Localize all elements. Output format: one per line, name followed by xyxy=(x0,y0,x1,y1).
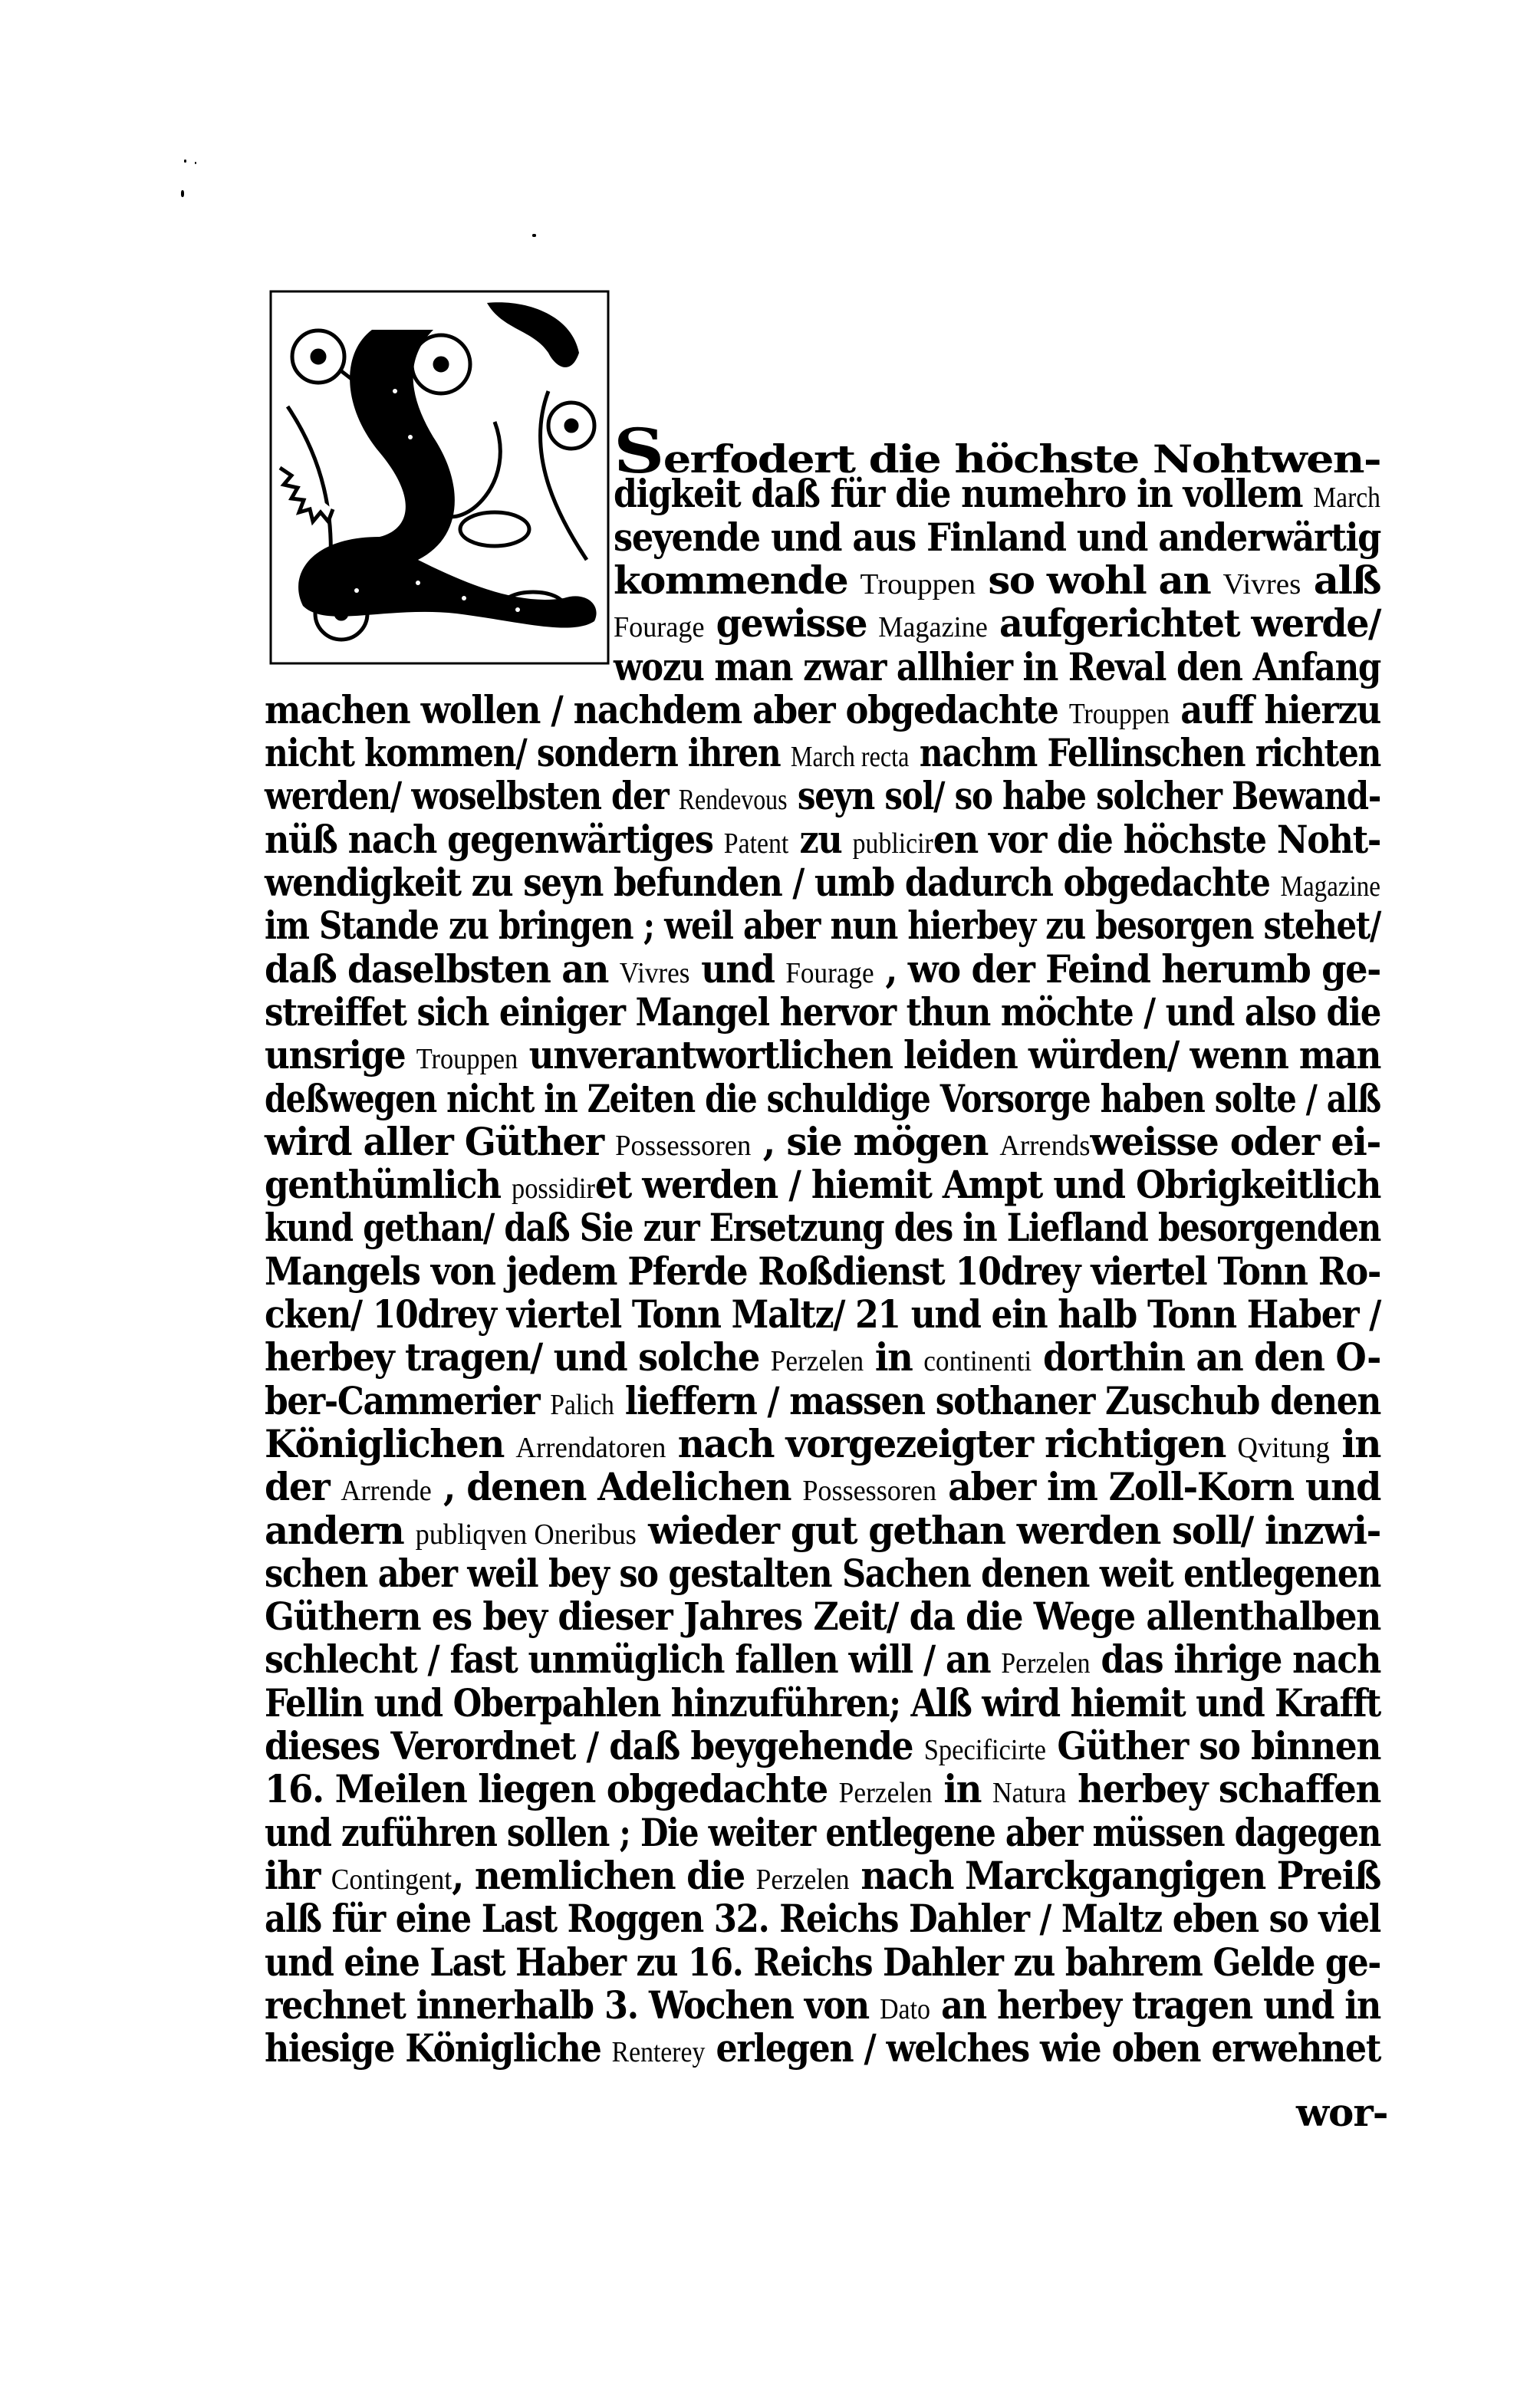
fraktur-text: Fellin und Oberpahlen hinzuführen; Alß wird hiemit und Krafft xyxy=(265,1680,1380,1726)
fraktur-text: streiffet sich einiger Mangel hervor thun möchte / und also die xyxy=(265,989,1380,1035)
fraktur-text: seyn sol/ so habe solcher Bewand- xyxy=(787,773,1380,819)
fraktur-text: , nemlichen die xyxy=(452,1852,756,1898)
text-line xyxy=(265,1377,1380,1426)
antiqua-word: Fourage xyxy=(614,611,705,644)
text-line xyxy=(265,1768,1380,1814)
fraktur-text: erfodert die höchste Nohtwen- xyxy=(663,436,1380,482)
text-line xyxy=(265,1854,1380,1901)
fraktur-text: in xyxy=(864,1334,924,1380)
text-line xyxy=(614,559,1380,606)
fraktur-text: wendigkeit zu seyn befunden / umb dadurch obgedachte xyxy=(265,860,1281,905)
fraktur-text: andern xyxy=(265,1507,416,1553)
fraktur-text: genthümlich xyxy=(265,1162,512,1208)
antiqua-word: Trouppen xyxy=(1068,697,1170,730)
fraktur-text: Königlichen xyxy=(265,1420,516,1466)
scan-speck xyxy=(181,190,184,197)
antiqua-word: Arrends xyxy=(999,1129,1091,1162)
text-line xyxy=(265,1466,1380,1512)
fraktur-text: alß xyxy=(1301,557,1380,603)
fraktur-text: werden/ woselbsten der xyxy=(265,773,679,819)
fraktur-text: an herbey tragen und in xyxy=(930,1982,1380,2028)
floral-initial-L-icon xyxy=(265,284,614,667)
fraktur-text: herbey schaffen xyxy=(1066,1766,1380,1812)
fraktur-text: nachm Fellinschen richten xyxy=(909,730,1380,776)
fraktur-text: gewisse xyxy=(704,600,879,646)
text-line xyxy=(265,775,1380,821)
fraktur-text: und xyxy=(689,946,786,992)
text-line xyxy=(265,1509,1380,1556)
fraktur-text: cken/ 10drey viertel Tonn Maltz/ 21 und ein halb Tonn Haber / xyxy=(265,1291,1380,1337)
fraktur-text: deßwegen nicht in Zeiten die schuldige Vorsorge haben solte / alß xyxy=(265,1075,1380,1121)
text-line xyxy=(265,1420,1380,1469)
fraktur-text: herbey tragen/ und solche xyxy=(265,1334,771,1380)
fraktur-text: und eine Last Haber zu 16. Reichs Dahler zu bahrem Gelde ge- xyxy=(265,1939,1380,1985)
fraktur-text: daß daselbsten an xyxy=(265,946,620,992)
fraktur-text: nüß nach gegenwärtiges xyxy=(265,816,724,862)
antiqua-word: possidir xyxy=(512,1173,595,1206)
fraktur-text: Mangels von jedem Pferde Roßdienst 10drey viertel Tonn Ro- xyxy=(265,1248,1380,1294)
catchword: wor- xyxy=(1296,2090,1388,2135)
text-line xyxy=(614,472,1380,519)
initial-continuation-letter: S xyxy=(614,415,663,487)
antiqua-word: Perzelen xyxy=(755,1863,850,1896)
antiqua-word: Trouppen xyxy=(416,1043,518,1076)
fraktur-text: wird aller Güther xyxy=(265,1118,616,1164)
fraktur-text: machen wollen / nachdem aber obgedachte xyxy=(265,686,1069,732)
antiqua-word: Specificirte xyxy=(923,1734,1046,1766)
fraktur-text: unverantwortlichen leiden würden/ wenn man xyxy=(518,1032,1380,1078)
fraktur-text: rechnet innerhalb 3. Wochen von xyxy=(265,1982,880,2028)
fraktur-text: schlecht / fast unmüglich fallen will / an xyxy=(265,1637,1002,1683)
antiqua-word: Vivres xyxy=(1222,568,1301,600)
antiqua-word: Fourage xyxy=(785,956,874,989)
fraktur-text: alß für eine Last Roggen 32. Reichs Dahler / Maltz eben so viel xyxy=(265,1896,1380,1942)
fraktur-text: hiesige Königliche xyxy=(265,2025,612,2071)
text-line xyxy=(265,732,1380,778)
fraktur-text: nicht kommen/ sondern ihren xyxy=(265,730,791,776)
fraktur-text: wieder gut gethan werden soll/ inzwi- xyxy=(636,1507,1380,1553)
antiqua-word: Possessoren xyxy=(615,1129,752,1162)
fraktur-text: digkeit daß für die numehro in vollem xyxy=(614,471,1314,517)
text-line xyxy=(614,643,1380,689)
fraktur-text: , wo der Feind herumb ge- xyxy=(874,946,1380,992)
antiqua-word: Magazine xyxy=(878,611,988,644)
fraktur-text: wozu man zwar allhier in Reval den Anfang xyxy=(614,643,1380,689)
fraktur-text: , denen Adelichen xyxy=(431,1464,803,1510)
text-line xyxy=(265,1941,1380,1984)
antiqua-word: continenti xyxy=(923,1345,1032,1378)
fraktur-text: Güthern es bey dieser Jahres Zeit/ da die Wege allenthalben xyxy=(265,1594,1380,1640)
text-line xyxy=(265,1206,1380,1249)
text-line xyxy=(265,1984,1380,2031)
fraktur-text: dieses Verordnet / daß beygehende xyxy=(265,1723,924,1768)
text-line xyxy=(265,861,1380,908)
antiqua-word: Perzelen xyxy=(1001,1647,1091,1680)
scan-speck xyxy=(195,162,196,164)
fraktur-text: weisse oder ei- xyxy=(1090,1118,1380,1164)
fraktur-text: das ihrige nach xyxy=(1090,1637,1380,1683)
fraktur-text: in xyxy=(932,1766,992,1812)
text-line xyxy=(265,1595,1380,1638)
text-line xyxy=(265,1293,1380,1336)
fraktur-text: Güther so binnen xyxy=(1045,1723,1380,1768)
fraktur-text: lieffern / massen sothaner Zuschub denen xyxy=(614,1377,1380,1423)
antiqua-word: Perzelen xyxy=(838,1777,933,1810)
fraktur-text: kommende xyxy=(614,557,860,603)
antiqua-word: Palich xyxy=(550,1388,614,1421)
fraktur-text: der xyxy=(265,1464,341,1510)
fraktur-text: ihr xyxy=(265,1852,331,1898)
antiqua-word: March recta xyxy=(790,741,910,774)
fraktur-text: dorthin an den O- xyxy=(1032,1334,1380,1380)
text-line xyxy=(614,602,1380,649)
text-line xyxy=(265,686,1380,735)
fraktur-text: aufgerichtet werde/ xyxy=(987,600,1380,646)
fraktur-text: kund gethan/ daß Sie zur Ersetzung des in Liefland besorgenden xyxy=(265,1205,1380,1251)
fraktur-text: ber-Cammerier xyxy=(265,1377,551,1423)
antiqua-word: Perzelen xyxy=(770,1345,864,1378)
fraktur-text: 16. Meilen liegen obgedachte xyxy=(265,1766,839,1812)
antiqua-word: Rendevous xyxy=(678,784,788,817)
antiqua-word: Contingent xyxy=(331,1863,452,1896)
fraktur-text: nach Marckgangigen Preiß xyxy=(849,1852,1380,1898)
text-line xyxy=(265,948,1380,995)
antiqua-word: Arrende xyxy=(341,1475,432,1508)
fraktur-text: erlegen / welches wie oben erwehnet xyxy=(705,2025,1380,2071)
fraktur-text: in xyxy=(1329,1420,1380,1466)
antiqua-word: Arrendatoren xyxy=(515,1431,666,1464)
text-line xyxy=(265,1077,1380,1120)
fraktur-text: so wohl an xyxy=(976,557,1223,603)
text-line xyxy=(265,818,1380,865)
antiqua-word: Qvitung xyxy=(1237,1431,1330,1464)
antiqua-word: Dato xyxy=(880,1992,930,2025)
text-line xyxy=(265,1120,1380,1167)
antiqua-word: Vivres xyxy=(619,956,690,989)
text-line xyxy=(265,991,1380,1034)
text-line xyxy=(265,1336,1380,1383)
fraktur-text: en vor die höchste Noht- xyxy=(933,816,1380,862)
antiqua-word: Natura xyxy=(992,1777,1067,1810)
scan-speck xyxy=(184,160,186,163)
antiqua-word: Possessoren xyxy=(802,1475,937,1508)
fraktur-text: im Stande zu bringen ; weil aber nun hierbey zu besorgen stehet/ xyxy=(265,903,1380,949)
text-line xyxy=(265,904,1380,947)
text-line xyxy=(265,1034,1380,1081)
fraktur-text: seyende und aus Finland und anderwärtig xyxy=(614,514,1380,560)
scan-speck xyxy=(532,234,536,237)
fraktur-text: unsrige xyxy=(265,1032,416,1078)
text-line xyxy=(265,1552,1380,1595)
fraktur-text: nach vorgezeigter richtigen xyxy=(666,1420,1238,1466)
antiqua-word: publicir xyxy=(852,827,933,860)
antiqua-word: Patent xyxy=(723,827,789,860)
text-line xyxy=(265,1897,1380,1940)
fraktur-text: et werden / hiemit Ampt und Obrigkeitlich xyxy=(594,1162,1380,1208)
text-line xyxy=(265,1811,1380,1854)
antiqua-word: Renterey xyxy=(611,2036,706,2069)
fraktur-text: aber im Zoll-Korn und xyxy=(936,1464,1380,1510)
text-line xyxy=(265,1682,1380,1725)
text-line xyxy=(614,516,1380,559)
text-line xyxy=(265,1725,1380,1772)
antiqua-word: Trouppen xyxy=(860,568,976,600)
antiqua-word: March xyxy=(1313,482,1380,515)
antiqua-word: publiqven Oneribus xyxy=(415,1518,637,1551)
decorated-initial-letter xyxy=(265,284,614,667)
antiqua-word: Magazine xyxy=(1280,870,1380,903)
fraktur-text: auff hierzu xyxy=(1170,686,1380,732)
text-line xyxy=(265,1638,1380,1685)
fraktur-text: , sie mögen xyxy=(751,1118,1000,1164)
fraktur-text: und zuführen sollen ; Die weiter entlegene aber müssen dagegen xyxy=(265,1809,1380,1855)
fraktur-text: zu xyxy=(788,816,853,862)
text-line xyxy=(265,1250,1380,1293)
fraktur-text: schen aber weil bey so gestalten Sachen denen weit entlegenen xyxy=(265,1550,1380,1596)
text-line xyxy=(265,1163,1380,1210)
text-line xyxy=(265,2027,1380,2074)
